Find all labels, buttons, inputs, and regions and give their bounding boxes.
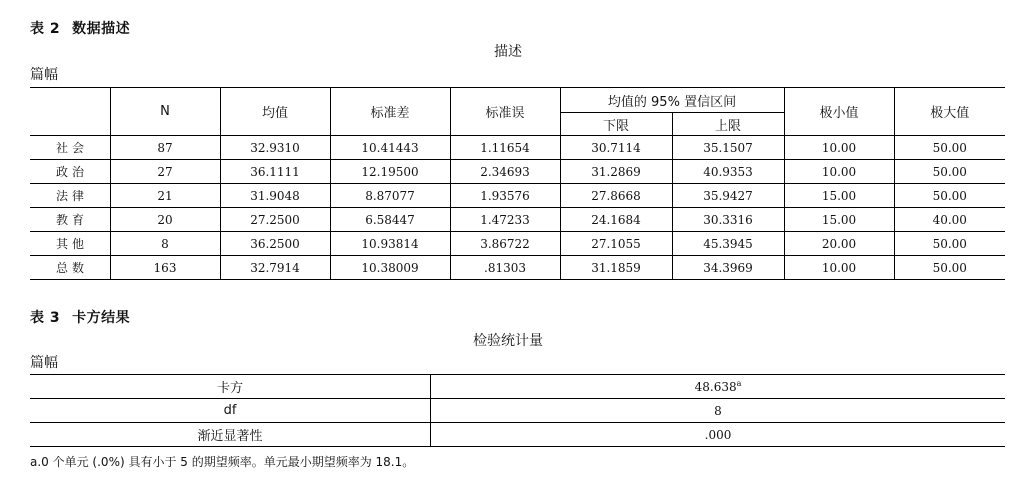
row-label: 社会: [30, 136, 110, 160]
chi-square-value: 48.638: [694, 380, 737, 394]
table-row: [30, 184, 1005, 208]
cell-mean: 31.9048: [220, 184, 330, 208]
cell-value: [431, 375, 1006, 399]
table-row: [30, 232, 1005, 256]
header-ci: 均值的 95% 置信区间: [560, 88, 784, 113]
table3-label: 表 3: [30, 310, 61, 326]
cell-std-err: 3.86722: [450, 232, 560, 256]
table2-label: 表 2: [30, 21, 61, 37]
table2-title: [30, 18, 130, 38]
row-label: 渐近显著性: [30, 423, 431, 447]
cell-max: 40.00: [894, 208, 1005, 232]
table2-variable: 篇幅: [30, 67, 58, 83]
header-mean: 均值: [220, 88, 330, 136]
cell-std-dev: 12.19500: [330, 160, 450, 184]
header-std-dev: 标准差: [330, 88, 450, 136]
cell-mean: 36.1111: [220, 160, 330, 184]
cell-n: 8: [110, 232, 220, 256]
cell-n: 20: [110, 208, 220, 232]
table-row: [30, 256, 1005, 280]
footnote-marker: a: [736, 379, 742, 388]
table3-variable: 篇幅: [30, 355, 58, 371]
cell-mean: 36.2500: [220, 232, 330, 256]
cell-ci-upper: 35.9427: [672, 184, 784, 208]
header-ci-lower: 下限: [560, 113, 672, 136]
cell-n: 21: [110, 184, 220, 208]
cell-mean: 32.9310: [220, 136, 330, 160]
cell-max: 50.00: [894, 232, 1005, 256]
cell-std-dev: 10.38009: [330, 256, 450, 280]
row-label: 卡方: [30, 375, 431, 399]
table3-caption: 检验统计量: [473, 333, 543, 349]
cell-min: 10.00: [784, 136, 894, 160]
cell-ci-lower: 27.1055: [560, 232, 672, 256]
cell-min: 20.00: [784, 232, 894, 256]
cell-std-err: 1.11654: [450, 136, 560, 160]
cell-max: 50.00: [894, 256, 1005, 280]
cell-value: 8: [431, 399, 1006, 423]
cell-n: 87: [110, 136, 220, 160]
cell-std-dev: 8.87077: [330, 184, 450, 208]
chi-square-table: [30, 374, 1005, 447]
cell-value: .000: [704, 427, 732, 442]
table-row: [30, 423, 1005, 447]
header-max: 极大值: [894, 88, 1005, 136]
table-row: [30, 136, 1005, 160]
header-n: N: [110, 88, 220, 136]
table-row: [30, 375, 1005, 399]
cell-std-err: 2.34693: [450, 160, 560, 184]
cell-ci-upper: 35.1507: [672, 136, 784, 160]
cell-ci-upper: 45.3945: [672, 232, 784, 256]
table-row: [30, 160, 1005, 184]
cell-min: 15.00: [784, 184, 894, 208]
row-label: 总数: [56, 261, 89, 275]
cell-min: 10.00: [784, 160, 894, 184]
cell-min: 15.00: [784, 208, 894, 232]
cell-std-err: .81303: [450, 256, 560, 280]
cell-ci-upper: 34.3969: [672, 256, 784, 280]
table3-title: [30, 307, 130, 327]
table2-name: 数据描述: [72, 21, 131, 37]
descriptive-table: [30, 87, 1005, 280]
table-row: [30, 399, 1005, 423]
cell-ci-upper: 30.3316: [672, 208, 784, 232]
header-ci-upper: 上限: [672, 113, 784, 136]
cell-max: 50.00: [894, 184, 1005, 208]
table2-caption: 描述: [494, 44, 522, 60]
cell-ci-lower: 24.1684: [560, 208, 672, 232]
cell-ci-lower: 31.2869: [560, 160, 672, 184]
cell-std-dev: 10.41443: [330, 136, 450, 160]
cell-std-dev: 6.58447: [330, 208, 450, 232]
cell-ci-lower: 31.1859: [560, 256, 672, 280]
header-std-err: 标准误: [450, 88, 560, 136]
cell-max: 50.00: [894, 136, 1005, 160]
cell-n: 163: [110, 256, 220, 280]
table-row: [30, 208, 1005, 232]
cell-std-err: 1.93576: [450, 184, 560, 208]
cell-mean: 32.7914: [220, 256, 330, 280]
cell-ci-lower: 27.8668: [560, 184, 672, 208]
header-min: 极小值: [784, 88, 894, 136]
table3-name: 卡方结果: [72, 310, 131, 326]
row-label: 其他: [30, 232, 110, 256]
cell-ci-upper: 40.9353: [672, 160, 784, 184]
cell-n: 27: [110, 160, 220, 184]
row-label: df: [30, 399, 431, 423]
header-corner: [30, 88, 110, 136]
cell-std-err: 1.47233: [450, 208, 560, 232]
table3-footnote: a.0 个单元 (.0%) 具有小于 5 的期望频率。单元最小期望频率为 18.1。: [30, 455, 415, 469]
cell-ci-lower: 30.7114: [560, 136, 672, 160]
row-label: 政治: [30, 160, 110, 184]
row-label: 法律: [30, 184, 110, 208]
cell-std-dev: 10.93814: [330, 232, 450, 256]
cell-max: 50.00: [894, 160, 1005, 184]
row-label: 教育: [30, 208, 110, 232]
cell-min: 10.00: [784, 256, 894, 280]
cell-mean: 27.2500: [220, 208, 330, 232]
